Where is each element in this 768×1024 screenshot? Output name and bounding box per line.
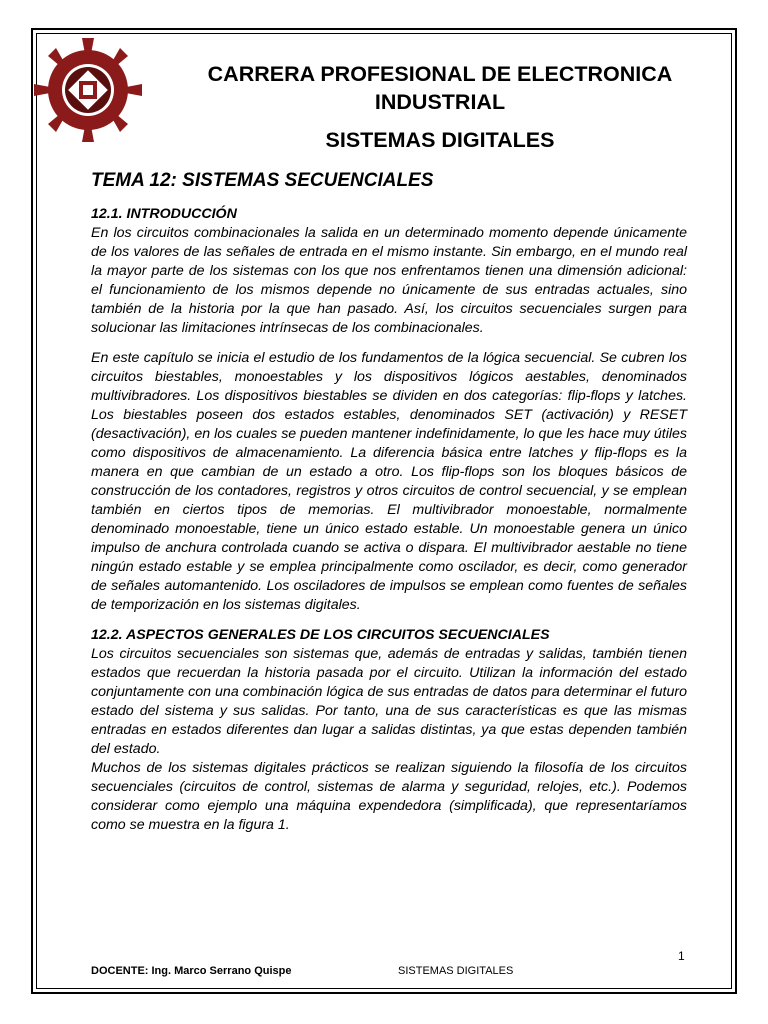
paragraph-intro-1: En los circuitos combinacionales la salida en un determinado momento depende únicamente de los valores de las señales de entrada en el mismo instante. Sin embargo, en el mundo real la mayor parte de los sistemas con los que nos enfrentamos tienen una dimensión adicional: el funcionamiento de los mismos depende no únicamente de sus entradas actuales, sino también de la historia por la que han pasado. Así, los circuitos secuenciales surgen para solucionar las limitaciones intrínsecas de los combinacionales.: [91, 225, 687, 336]
footer-docente: DOCENTE: Ing. Marco Serrano Quispe: [91, 965, 292, 977]
document-body: [91, 205, 687, 835]
institution-logo: [32, 36, 144, 144]
page-number: 1: [678, 949, 685, 963]
section-heading-aspectos: 12.2. ASPECTOS GENERALES DE LOS CIRCUITOS SECUENCIALES: [91, 627, 550, 643]
page-header-title: [150, 60, 730, 116]
paragraph-aspectos-2: Muchos de los sistemas digitales prácticos se realizan siguiendo la filosofía de los circuitos secuenciales (circuitos de control, sistemas de alarma y seguridad, relojes, etc.). Podemos considerar como ejemplo una máquina expendedora (simplificada), que representaríamos como se muestra en la figura 1.: [91, 760, 687, 833]
topic-title: TEMA 12: SISTEMAS SECUENCIALES: [91, 170, 434, 191]
paragraph-aspectos-1: Los circuitos secuenciales son sistemas que, además de entradas y salidas, también tienen estados que recuerdan la historia pasada por el circuito. Utilizan la información del estado conjuntamente con una combinación lógica de sus entradas de datos para determinar el futuro estado del sistema y sus salidas. Por tanto, una de sus características es que las mismas entradas en estados diferentes dan lugar a salidas distintas, ya que estas dependen también del estado.: [91, 646, 687, 757]
header-title-line1: CARRERA PROFESIONAL DE ELECTRONICA: [207, 62, 673, 86]
section-heading-introduccion: 12.1. INTRODUCCIÓN: [91, 206, 237, 222]
header-title-line2: INDUSTRIAL: [374, 90, 506, 114]
page-header-subject: SISTEMAS DIGITALES: [325, 128, 555, 152]
footer-course: SISTEMAS DIGITALES: [398, 965, 514, 977]
paragraph-intro-2: En este capítulo se inicia el estudio de los fundamentos de la lógica secuencial. Se cubren los circuitos biestables, monoestables y los dispositivos lógicos aestables, denominados multivibradores. Los dispositivos biestables se dividen en dos categorías: flip-flops y latches. Los biestables poseen dos estados estables, denominados SET (activación) y RESET (desactivación), en los cuales se pueden mantener indefinidamente, lo que les hace muy útiles como dispositivos de almacenamiento. La diferencia básica entre latches y flip-flops es la manera en que cambian de un estado a otro. Los flip-flops son los bloques básicos de construcción de los contadores, registros y otros circuitos de control secuencial, y se emplean también en ciertos tipos de memorias. El multivibrador monoestable, normalmente denominado monoestable, tiene un único estado estable. Un monoestable genera un único impulso de anchura controlada cuando se activa o dispara. El multivibrador aestable no tiene ningún estado estable y se emplea principalmente como oscilador, es decir, como generador de señales automantenido. Los osciladores de impulsos se emplean como fuentes de señales de temporización en los sistemas digitales.: [91, 350, 687, 613]
